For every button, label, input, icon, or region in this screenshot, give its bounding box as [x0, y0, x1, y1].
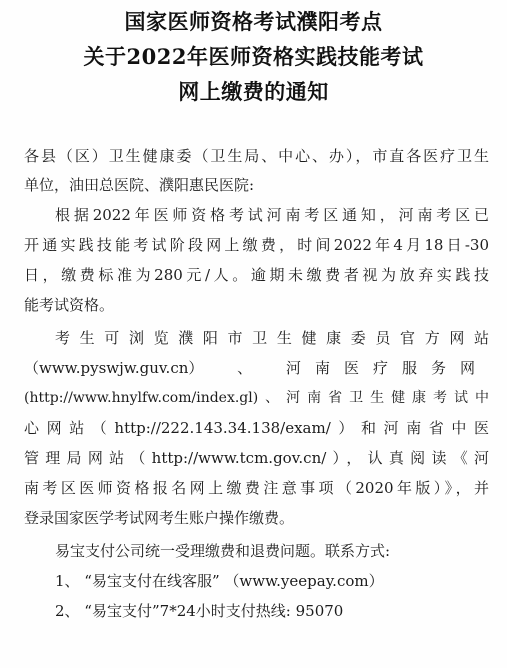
separator: 、 — [237, 359, 253, 377]
paragraph-2-line-5: 管理局网站（http://www.tcm.gov.cn/），认真阅读《河 — [24, 449, 489, 467]
website-hnylfw-label: 河南医疗服务网 — [285, 359, 489, 377]
paragraph-2-line-2 — [24, 358, 489, 378]
paragraph-1-line-1: 根据2022年医师资格考试河南考区通知，河南考区已 — [55, 206, 489, 224]
paragraph-2-line-7: 登录国家医学考试网考生账户操作缴费。 — [24, 509, 295, 527]
paragraph-1-line-4: 能考试资格。 — [24, 296, 115, 314]
paragraph-1-line-3: 日，缴费标准为280元/人。逾期未缴费者视为放弃实践技 — [24, 266, 489, 284]
paragraph-2-line-3: (http://www.hnylfw.com/index.gl)、河南省卫生健康考试中 — [24, 390, 489, 406]
website-pyswjw: （www.pyswjw.guv.cn） — [24, 359, 204, 377]
paragraph-1-line-2: 开通实践技能考试阶段网上缴费，时间2022年4月18日-30 — [24, 236, 489, 254]
contact-item-1: 1、 “易宝支付在线客服” （www.yeepay.com） — [55, 572, 384, 590]
paragraph-3-line-1: 易宝支付公司统一受理缴费和退费问题。联系方式: — [55, 542, 391, 560]
addressee-line-2: 单位，油田总医院、濮阳惠民医院: — [24, 176, 255, 194]
contact-item-2: 2、 “易宝支付”7*24小时支付热线: 95070 — [55, 602, 344, 620]
title-line-3: 网上缴费的通知 — [178, 79, 329, 104]
paragraph-2-line-6: 南考区医师资格报名网上缴费注意事项（2020年版）》，并 — [24, 479, 489, 497]
paragraph-2-line-1: 考生可浏览濮阳市卫生健康委员官方网站 — [55, 329, 489, 347]
title-line-2: 关于2022年医师资格实践技能考试 — [83, 44, 424, 69]
addressee-line-1: 各县（区）卫生健康委（卫生局、中心、办），市直各医疗卫生 — [24, 147, 489, 165]
title-line-1: 国家医师资格考试濮阳考点 — [124, 9, 383, 34]
paragraph-2-line-4: 心网站（http://222.143.34.138/exam/）和河南省中医 — [24, 419, 489, 437]
